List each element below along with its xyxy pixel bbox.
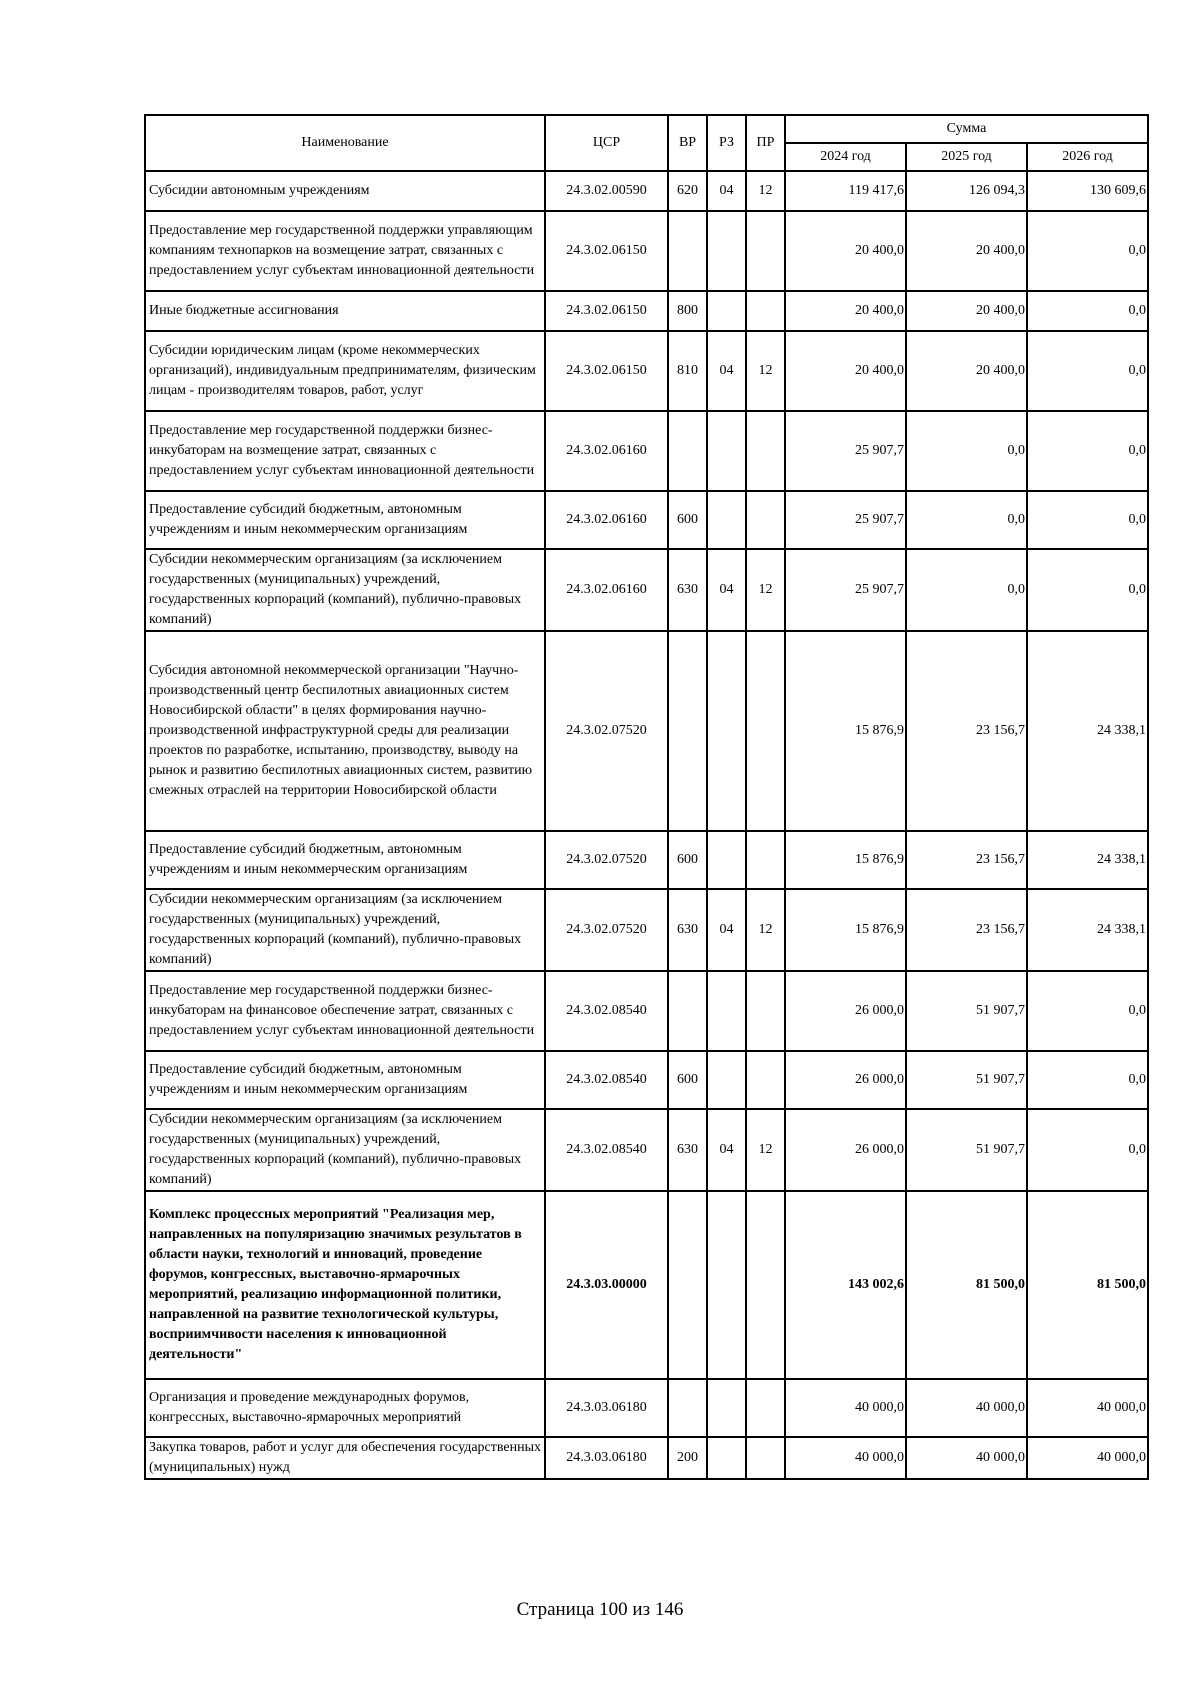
row-csr: 24.3.03.06180 — [545, 1379, 668, 1437]
row-rz — [707, 291, 746, 331]
row-rz: 04 — [707, 171, 746, 211]
row-name: Предоставление субсидий бюджетным, автономным учреждениям и иным некоммерческим организациям — [145, 831, 545, 889]
row-csr: 24.3.02.07520 — [545, 889, 668, 971]
table-row — [145, 1437, 1148, 1479]
row-sum-2024: 40 000,0 — [785, 1379, 906, 1437]
row-csr: 24.3.02.07520 — [545, 831, 668, 889]
row-sum-2026: 40 000,0 — [1027, 1437, 1148, 1479]
row-name: Субсидии автономным учреждениям — [145, 171, 545, 211]
table-body — [145, 171, 1148, 1479]
row-sum-2026: 24 338,1 — [1027, 889, 1148, 971]
row-sum-2026: 0,0 — [1027, 331, 1148, 411]
row-name: Субсидии некоммерческим организациям (за исключением государственных (муниципальных) учреждений, государственных корпораций (компаний), публично-правовых компаний) — [145, 1109, 545, 1191]
row-sum-2026: 0,0 — [1027, 971, 1148, 1051]
row-rz — [707, 1191, 746, 1379]
row-sum-2025: 23 156,7 — [906, 889, 1027, 971]
row-name: Предоставление мер государственной поддержки бизнес-инкубаторам на возмещение затрат, связанных с предоставлением услуг субъектам инновационной деятельности — [145, 411, 545, 491]
row-pr: 12 — [746, 889, 785, 971]
row-name: Субсидии некоммерческим организациям (за исключением государственных (муниципальных) учреждений, государственных корпораций (компаний), публично-правовых компаний) — [145, 889, 545, 971]
row-sum-2025: 23 156,7 — [906, 831, 1027, 889]
row-sum-2026: 0,0 — [1027, 549, 1148, 631]
row-sum-2026: 24 338,1 — [1027, 831, 1148, 889]
row-vr: 810 — [668, 331, 707, 411]
table-row — [145, 1379, 1148, 1437]
row-sum-2026: 40 000,0 — [1027, 1379, 1148, 1437]
row-pr — [746, 631, 785, 831]
row-csr: 24.3.02.08540 — [545, 971, 668, 1051]
row-name: Субсидия автономной некоммерческой организации "Научно-производственный центр беспилотных авиационных систем Новосибирской области" в целях формирования научно-производственной инфраструктурной среды для реализации проектов по разработке, испытанию, производству, выводу на рынок и развитию беспилотных авиационных систем, развитию смежных отраслей на территории Новосибирской области — [145, 631, 545, 831]
row-name: Закупка товаров, работ и услуг для обеспечения государственных (муниципальных) нужд — [145, 1437, 545, 1479]
row-pr: 12 — [746, 331, 785, 411]
row-csr: 24.3.02.06160 — [545, 549, 668, 631]
row-rz — [707, 1051, 746, 1109]
row-sum-2024: 20 400,0 — [785, 211, 906, 291]
row-sum-2024: 25 907,7 — [785, 491, 906, 549]
row-sum-2025: 126 094,3 — [906, 171, 1027, 211]
row-pr — [746, 1379, 785, 1437]
row-sum-2025: 51 907,7 — [906, 1109, 1027, 1191]
row-sum-2024: 15 876,9 — [785, 831, 906, 889]
row-sum-2024: 15 876,9 — [785, 889, 906, 971]
row-sum-2025: 40 000,0 — [906, 1379, 1027, 1437]
row-vr — [668, 631, 707, 831]
row-name: Предоставление мер государственной поддержки бизнес-инкубаторам на финансовое обеспечение затрат, связанных с предоставлением услуг субъектам инновационной деятельности — [145, 971, 545, 1051]
row-name: Предоставление субсидий бюджетным, автономным учреждениям и иным некоммерческим организациям — [145, 491, 545, 549]
row-csr: 24.3.02.06150 — [545, 331, 668, 411]
row-rz: 04 — [707, 549, 746, 631]
row-sum-2024: 26 000,0 — [785, 1051, 906, 1109]
table-row — [145, 211, 1148, 291]
row-pr — [746, 831, 785, 889]
header-2026: 2026 год — [1027, 143, 1148, 171]
row-sum-2024: 40 000,0 — [785, 1437, 906, 1479]
row-csr: 24.3.02.06160 — [545, 411, 668, 491]
row-csr: 24.3.02.06150 — [545, 291, 668, 331]
row-sum-2024: 15 876,9 — [785, 631, 906, 831]
table-row — [145, 971, 1148, 1051]
table-row — [145, 1051, 1148, 1109]
header-sum: Сумма — [785, 115, 1148, 143]
row-csr: 24.3.02.07520 — [545, 631, 668, 831]
row-sum-2026: 0,0 — [1027, 1051, 1148, 1109]
row-rz — [707, 211, 746, 291]
row-vr — [668, 1379, 707, 1437]
row-sum-2026: 0,0 — [1027, 491, 1148, 549]
row-name: Предоставление субсидий бюджетным, автономным учреждениям и иным некоммерческим организациям — [145, 1051, 545, 1109]
header-csr: ЦСР — [545, 115, 668, 171]
row-sum-2025: 40 000,0 — [906, 1437, 1027, 1479]
table-row — [145, 549, 1148, 631]
header-vr: ВР — [668, 115, 707, 171]
row-rz — [707, 491, 746, 549]
row-rz: 04 — [707, 889, 746, 971]
row-name: Субсидии некоммерческим организациям (за исключением государственных (муниципальных) учреждений, государственных корпораций (компаний), публично-правовых компаний) — [145, 549, 545, 631]
row-sum-2025: 23 156,7 — [906, 631, 1027, 831]
row-vr — [668, 411, 707, 491]
row-sum-2025: 20 400,0 — [906, 211, 1027, 291]
row-pr — [746, 491, 785, 549]
table-row — [145, 889, 1148, 971]
header-2025: 2025 год — [906, 143, 1027, 171]
row-sum-2025: 0,0 — [906, 549, 1027, 631]
row-sum-2024: 26 000,0 — [785, 1109, 906, 1191]
row-vr: 600 — [668, 491, 707, 549]
row-pr — [746, 1437, 785, 1479]
row-vr: 200 — [668, 1437, 707, 1479]
row-pr — [746, 291, 785, 331]
row-pr — [746, 211, 785, 291]
row-sum-2024: 25 907,7 — [785, 549, 906, 631]
row-sum-2025: 51 907,7 — [906, 971, 1027, 1051]
row-sum-2026: 0,0 — [1027, 411, 1148, 491]
row-sum-2025: 51 907,7 — [906, 1051, 1027, 1109]
row-rz — [707, 1437, 746, 1479]
row-vr — [668, 1191, 707, 1379]
table-row — [145, 491, 1148, 549]
row-sum-2025: 20 400,0 — [906, 291, 1027, 331]
row-pr: 12 — [746, 171, 785, 211]
row-vr — [668, 971, 707, 1051]
table-row — [145, 631, 1148, 831]
row-pr: 12 — [746, 549, 785, 631]
row-pr — [746, 971, 785, 1051]
row-csr: 24.3.02.00590 — [545, 171, 668, 211]
row-pr — [746, 1191, 785, 1379]
row-name: Предоставление мер государственной поддержки управляющим компаниям технопарков на возмещение затрат, связанных с предоставлением услуг субъектам инновационной деятельности — [145, 211, 545, 291]
header-rz: РЗ — [707, 115, 746, 171]
row-vr: 630 — [668, 889, 707, 971]
page-number: Страница 100 из 146 — [516, 1599, 684, 1620]
row-sum-2026: 0,0 — [1027, 211, 1148, 291]
row-rz: 04 — [707, 1109, 746, 1191]
table-row — [145, 291, 1148, 331]
row-csr: 24.3.03.00000 — [545, 1191, 668, 1379]
header-name: Наименование — [145, 115, 545, 171]
row-pr — [746, 411, 785, 491]
row-sum-2025: 0,0 — [906, 491, 1027, 549]
row-sum-2026: 0,0 — [1027, 1109, 1148, 1191]
row-vr — [668, 211, 707, 291]
row-name: Иные бюджетные ассигнования — [145, 291, 545, 331]
row-csr: 24.3.02.06150 — [545, 211, 668, 291]
row-pr — [746, 1051, 785, 1109]
row-rz — [707, 411, 746, 491]
row-csr: 24.3.02.08540 — [545, 1109, 668, 1191]
row-pr: 12 — [746, 1109, 785, 1191]
budget-table — [144, 114, 1149, 1480]
table-row — [145, 171, 1148, 211]
row-sum-2024: 119 417,6 — [785, 171, 906, 211]
row-csr: 24.3.02.06160 — [545, 491, 668, 549]
row-vr: 600 — [668, 831, 707, 889]
row-name: Комплекс процессных мероприятий "Реализация мер, направленных на популяризацию значимых результатов в области науки, технологий и инноваций, проведение форумов, конгрессных, выставочно-ярмарочных мероприятий, реализацию информационной политики, направленной на развитие технологической культуры, восприимчивости населения к инновационной деятельности" — [145, 1191, 545, 1379]
row-sum-2024: 26 000,0 — [785, 971, 906, 1051]
header-pr: ПР — [746, 115, 785, 171]
table-row — [145, 1109, 1148, 1191]
table-row — [145, 411, 1148, 491]
table-row — [145, 1191, 1148, 1379]
row-rz — [707, 971, 746, 1051]
row-sum-2026: 24 338,1 — [1027, 631, 1148, 831]
row-name: Организация и проведение международных форумов, конгрессных, выставочно-ярмарочных мероприятий — [145, 1379, 545, 1437]
row-sum-2025: 81 500,0 — [906, 1191, 1027, 1379]
header-2024: 2024 год — [785, 143, 906, 171]
row-name: Субсидии юридическим лицам (кроме некоммерческих организаций), индивидуальным предпринимателям, физическим лицам - производителям товаров, работ, услуг — [145, 331, 545, 411]
row-sum-2025: 20 400,0 — [906, 331, 1027, 411]
row-rz: 04 — [707, 331, 746, 411]
row-sum-2025: 0,0 — [906, 411, 1027, 491]
row-csr: 24.3.02.08540 — [545, 1051, 668, 1109]
row-vr: 800 — [668, 291, 707, 331]
row-vr: 630 — [668, 549, 707, 631]
row-vr: 630 — [668, 1109, 707, 1191]
row-vr: 600 — [668, 1051, 707, 1109]
table-row — [145, 831, 1148, 889]
row-rz — [707, 631, 746, 831]
table-row — [145, 331, 1148, 411]
row-rz — [707, 1379, 746, 1437]
row-sum-2024: 25 907,7 — [785, 411, 906, 491]
row-sum-2024: 20 400,0 — [785, 331, 906, 411]
row-sum-2026: 81 500,0 — [1027, 1191, 1148, 1379]
row-rz — [707, 831, 746, 889]
row-sum-2024: 143 002,6 — [785, 1191, 906, 1379]
row-vr: 620 — [668, 171, 707, 211]
row-sum-2024: 20 400,0 — [785, 291, 906, 331]
row-csr: 24.3.03.06180 — [545, 1437, 668, 1479]
row-sum-2026: 130 609,6 — [1027, 171, 1148, 211]
row-sum-2026: 0,0 — [1027, 291, 1148, 331]
